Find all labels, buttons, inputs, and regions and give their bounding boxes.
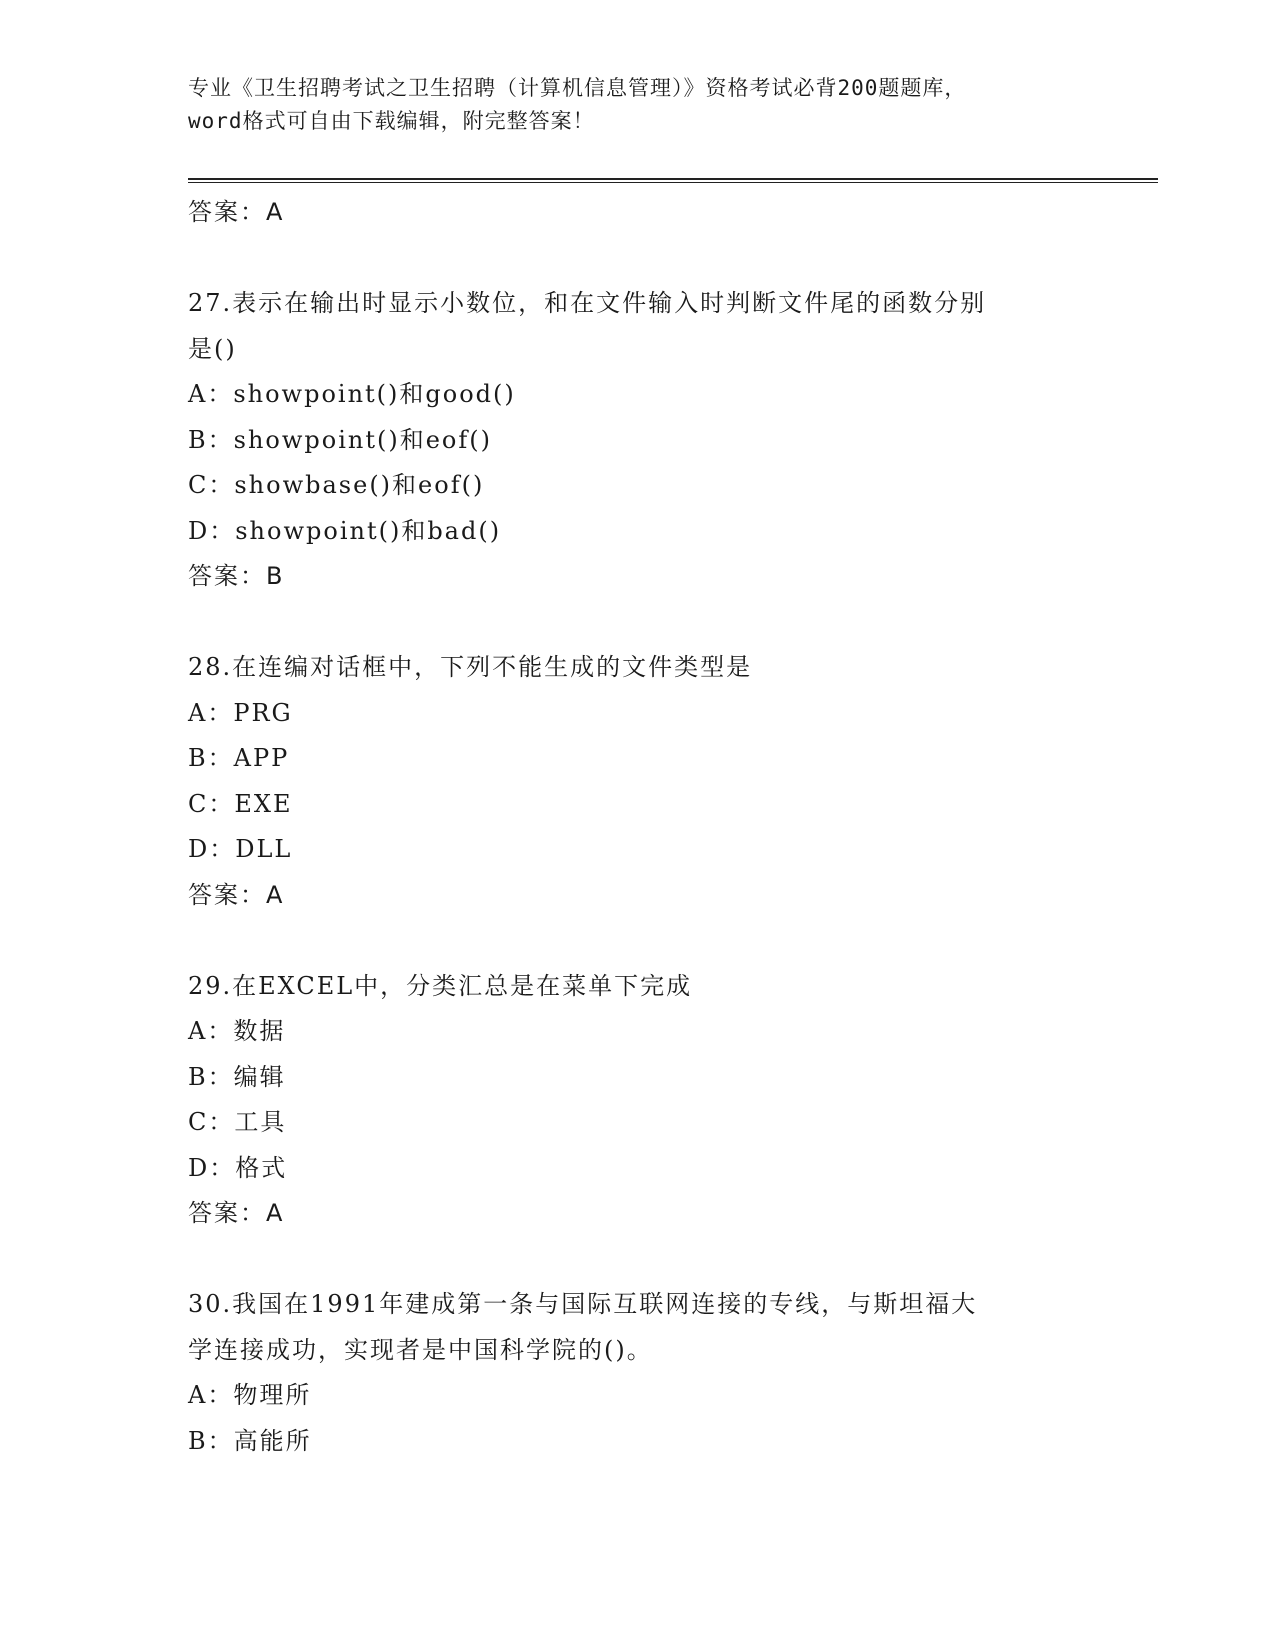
spacer [188,1237,1088,1283]
spacer [188,918,1088,964]
spacer [188,600,1088,646]
option-a: A：PRG [188,698,293,727]
option-a: A：物理所 [188,1381,312,1409]
question-27 [188,281,1088,600]
option-c: C：工具 [188,1108,287,1136]
option-b: B：高能所 [188,1426,312,1455]
option-d: D：showpoint()和bad() [188,516,502,545]
option-c: C：EXE [188,789,293,818]
answer: 答案：A [188,1199,285,1227]
question-content [188,190,1088,1464]
option-b: B：APP [188,744,290,772]
header-divider [188,178,1158,183]
option-c: C：showbase()和eof() [188,471,485,499]
question-30 [188,1282,1088,1464]
option-b: B：编辑 [188,1062,286,1091]
option-b: B：showpoint()和eof() [188,425,492,454]
question-stem: 27.表示在输出时显示小数位，和在文件输入时判断文件尾的函数分别 [188,289,987,317]
answer: 答案：A [188,880,285,909]
question-stem: 29.在EXCEL中，分类汇总是在菜单下完成 [188,971,693,1000]
option-d: D：DLL [188,835,293,863]
question-stem: 是() [188,334,237,363]
question-stem: 30.我国在1991年建成第一条与国际互联网连接的专线，与斯坦福大 [188,1290,978,1318]
option-d: D：格式 [188,1153,288,1182]
previous-answer: 答案：A [188,198,285,226]
question-29 [188,964,1088,1237]
answer: 答案：B [188,562,285,590]
question-28 [188,645,1088,918]
question-stem: 学连接成功，实现者是中国科学院的()。 [188,1335,653,1364]
option-a: A：showpoint()和good() [188,380,516,408]
header-line-1: 专业《卫生招聘考试之卫生招聘（计算机信息管理）》资格考试必背200题题库， [188,76,967,100]
document-header [188,72,1088,138]
question-stem: 28.在连编对话框中，下列不能生成的文件类型是 [188,653,753,681]
header-line-2: word格式可自由下载编辑，附完整答案！ [188,109,595,133]
spacer [188,236,1088,282]
option-a: A：数据 [188,1017,286,1045]
